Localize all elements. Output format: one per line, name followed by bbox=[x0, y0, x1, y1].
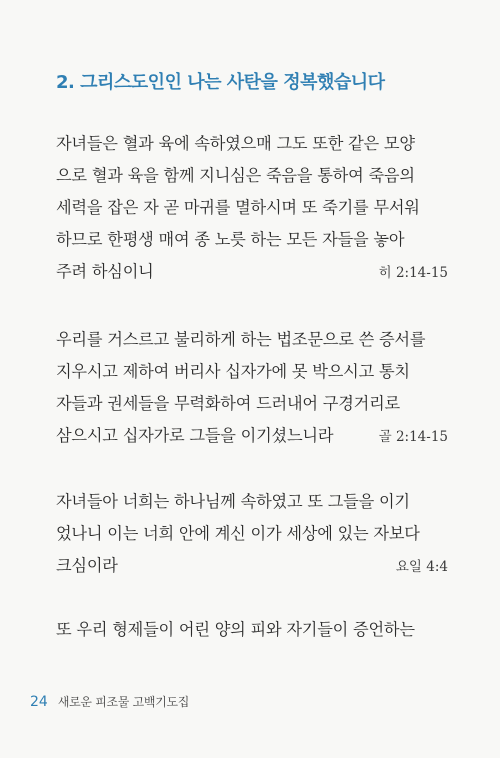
passage-line: 자녀들은 혈과 육에 속하였으매 그도 또한 같은 모양 bbox=[56, 134, 415, 153]
passage-line: 하므로 한평생 매여 종 노릇 하는 모든 자들을 놓아 bbox=[56, 230, 405, 249]
scripture-reference: 히 2:14-15 bbox=[378, 265, 448, 281]
page-footer bbox=[30, 693, 189, 710]
scripture-passage-3 bbox=[56, 486, 448, 582]
passage-last-line bbox=[56, 550, 448, 582]
scripture-passage-2 bbox=[56, 324, 448, 452]
page-number: 24 bbox=[30, 694, 48, 710]
passage-last-line bbox=[56, 256, 448, 288]
passage-line: 크심이라 bbox=[56, 556, 118, 575]
passage-line: 지우시고 제하여 버리사 십자가에 못 박으시고 통치 bbox=[56, 362, 410, 381]
passage-line: 자들과 권세들을 무력화하여 드러내어 구경거리로 bbox=[56, 394, 400, 413]
passage-line: 자녀들아 너희는 하나님께 속하였고 또 그들을 이기 bbox=[56, 492, 410, 511]
section-heading: 2. 그리스도인인 나는 사탄을 정복했습니다 bbox=[56, 72, 385, 93]
scripture-passage-1 bbox=[56, 128, 448, 288]
passage-line: 세력을 잡은 자 곧 마귀를 멸하시며 또 죽기를 무서워 bbox=[56, 198, 420, 217]
passage-line: 우리를 거스르고 불리하게 하는 법조문으로 쓴 증서를 bbox=[56, 330, 426, 349]
passage-line: 었나니 이는 너희 안에 계신 이가 세상에 있는 자보다 bbox=[56, 524, 420, 543]
passage-line: 주려 하심이니 bbox=[56, 262, 154, 281]
scripture-reference: 요일 4:4 bbox=[395, 559, 448, 575]
scripture-reference: 골 2:14-15 bbox=[378, 429, 448, 445]
book-title: 새로운 피조물 고백기도집 bbox=[57, 695, 190, 709]
passage-last-line bbox=[56, 420, 448, 452]
passage-line: 으로 혈과 육을 함께 지니심은 죽음을 통하여 죽음의 bbox=[56, 166, 415, 185]
passage-line: 삼으시고 십자가로 그들을 이기셨느니라 bbox=[56, 426, 334, 445]
scripture-passage-4 bbox=[56, 614, 448, 646]
passage-line: 또 우리 형제들이 어린 양의 피와 자기들이 증언하는 bbox=[56, 620, 415, 639]
